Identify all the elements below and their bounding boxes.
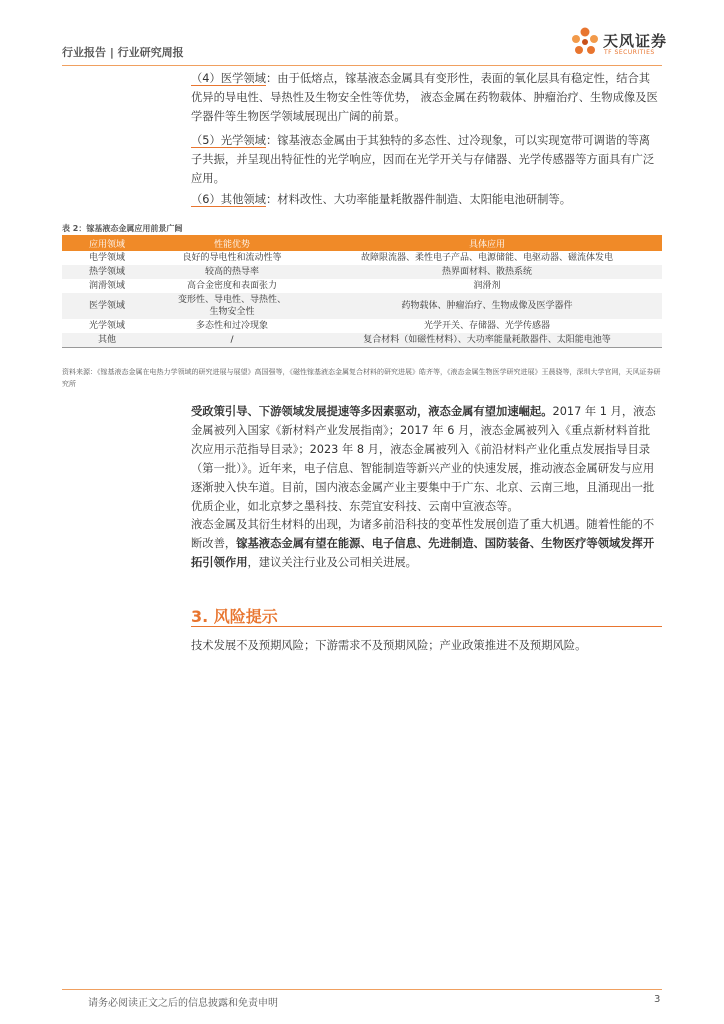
paragraph-text: ：镓基液态金属由于其独特的多态性、过冷现象，可以实现宽带可调谐的等离子共振，并呈现出特征性的光学响应，因而在光学开关与存储器、光学传感器等方面具有广泛应用。 [191, 134, 655, 185]
paragraph-bold: 镓基液态金属有望在能源、电子信息、先进制造、国防装备、生物医疗等领域发挥开拓引领作用 [191, 537, 655, 569]
paragraph-text: ：由于低熔点，镓基液态金属具有变形性，表面的氧化层具有稳定性，结合其优异的导电性、导热性及生物安全性等优势， 液态金属在药物载体、肿瘤治疗、生物成像及医学器件等生物医学领域展现出广阔的前景。 [191, 72, 658, 123]
table-row [62, 333, 662, 348]
table-header-cell: 应用领域 [62, 235, 152, 251]
risk-paragraph [191, 636, 661, 655]
section-title: 3. 风险提示 [191, 607, 278, 626]
table-cell: 多态性和过冷现象 [195, 321, 268, 331]
table-cell: 较高的热导率 [152, 265, 312, 279]
application-table [62, 235, 662, 348]
table-cell: / [152, 333, 312, 348]
paragraph-tail: ，建议关注行业及公司相关进展。 [247, 556, 417, 569]
paragraph-medical [191, 69, 661, 126]
table-cell: 变形性、导电性、导热性、生物安全性 [152, 293, 312, 319]
table-row [62, 293, 662, 319]
paragraph-text: 2017 年 1 月，液态金属被列入国家《新材料产业发展指南》；2017 年 6 月，液态金属被列入《重点新材料首批次应用示范指导目录》；2023 年 8 月，液态金属被列入《前沿材料产业化重点发展指导目录（第一批）》。近年来，电子信息、智能制造等新兴产业的快速发展，推动液态金属研发与应用逐渐驶入快车道。目前，国内液态金属产业主要集中于广东、北京、云南三地，且涌现出一批优质企业，如北京梦之墨科技、东莞宜安科技、云南中宣液态等。 [191, 405, 656, 513]
table-source: 资料来源：《镓基液态金属在电热力学领域的研究进展与展望》高国强等，《磁性镓基液态金属复合材料的研究进展》皓齐等，《液态金属生物医学研究进展》王晨骁等，深圳大学官网，天风证券研究所 [62, 368, 661, 388]
table-row [62, 265, 662, 279]
table-cell: 电学领域 [88, 253, 125, 263]
footer-divider [62, 989, 662, 990]
paragraph-lead: （4）医学领域 [191, 72, 266, 85]
table-cell: 故障限流器、柔性电子产品、电源储能、电驱动器、磁流体发电 [360, 253, 613, 263]
table-cell: 其他 [62, 333, 152, 348]
table-cell: 润滑领域 [88, 281, 125, 291]
paragraph-other [191, 190, 661, 209]
company-logo [570, 26, 680, 62]
table-row [62, 279, 662, 293]
table-cell: 热学领域 [62, 265, 152, 279]
table-cell: 热界面材料、散热系统 [312, 265, 662, 279]
table-cell: 良好的导电性和流动性等 [182, 253, 282, 263]
table-header-cell: 具体应用 [312, 235, 662, 251]
table-row [62, 319, 662, 333]
table-cell: 润滑剂 [473, 281, 501, 291]
table-cell: 复合材料（如磁性材料）、大功率能量耗散器件、太阳能电池等 [312, 333, 662, 348]
paragraph-policy [191, 402, 661, 516]
paragraph-optical [191, 131, 661, 188]
report-breadcrumb: 行业报告 | 行业研究周报 [62, 46, 184, 59]
table-cell: 光学领域 [88, 321, 125, 331]
table-cell: 高合金密度和表面张力 [186, 281, 277, 291]
paragraph-lead: （6）其他领域 [191, 193, 266, 206]
paragraph-lead: 受政策引导、下游领域发展提速等多因素驱动，液态金属有望加速崛起。 [191, 405, 553, 418]
table-header-row [62, 235, 662, 251]
paragraph-outlook [191, 515, 661, 572]
logo-subtitle: TF SECURITIES [604, 49, 655, 56]
risk-text: 技术发展不及预期风险；下游需求不及预期风险；产业政策推进不及预期风险。 [191, 639, 587, 652]
table-cell: 医学领域 [62, 293, 152, 319]
logo-petal-icon [570, 26, 600, 60]
table-row [62, 251, 662, 265]
table-cell: 光学开关、存储器、光学传感器 [423, 321, 550, 331]
paragraph-text: 液态金属及其衍生材料的出现，为诸多前沿科技的变革性发展创造了重大机遇。随着性能的不断改善， [191, 518, 655, 550]
table-title: 表 2：镓基液态金属应用前景广阔 [62, 224, 183, 233]
paragraph-text: ：材料改性、大功率能量耗散器件制造、太阳能电池研制等。 [265, 193, 572, 206]
section-divider [191, 626, 662, 627]
paragraph-lead: （5）光学领域 [191, 134, 266, 147]
table-header-cell: 性能优势 [152, 235, 312, 251]
table-cell: 药物载体、肿瘤治疗、生物成像及医学器件 [312, 293, 662, 319]
header-divider [62, 65, 662, 66]
page-number: 3 [654, 994, 661, 1005]
footer-disclaimer: 请务必阅读正文之后的信息披露和免责申明 [88, 998, 278, 1009]
logo-name: 天风证券 [603, 32, 668, 50]
